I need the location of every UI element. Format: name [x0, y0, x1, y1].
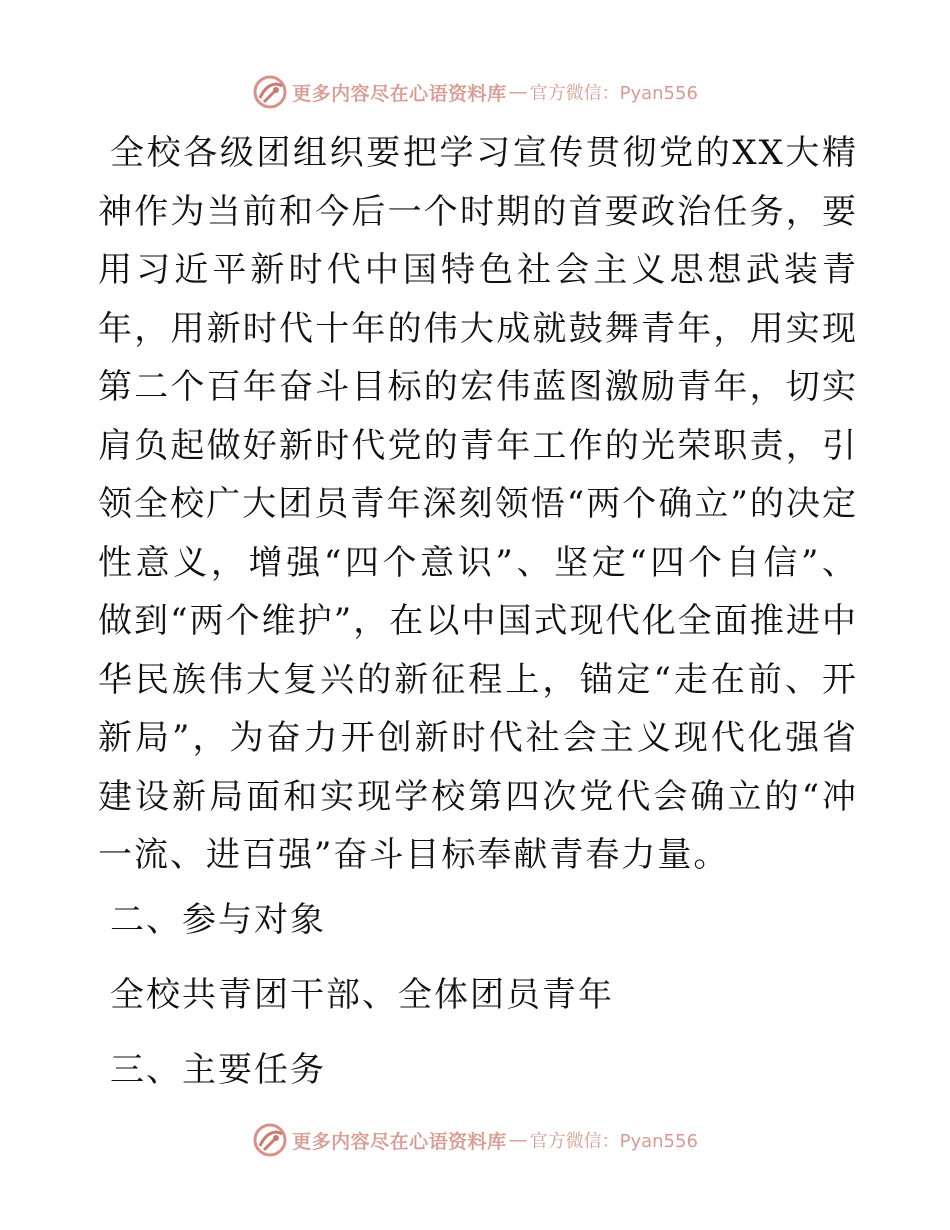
- watermark-main-text: 更多内容尽在心语资料库: [292, 1130, 507, 1153]
- body-paragraph-1: [98, 124, 858, 885]
- section-heading-3: 三、主要任务: [110, 1050, 326, 1090]
- section-heading-2: 二、参与对象: [110, 900, 326, 940]
- body-paragraph-2: 全校共青团干部、全体团员青年: [110, 975, 614, 1015]
- watermark-sub-text: 官方微信：Pyan556: [529, 1131, 698, 1152]
- watermark-separator: —: [508, 1129, 528, 1151]
- watermark-header: [0, 72, 950, 112]
- watermark-sub-text: 官方微信：Pyan556: [529, 83, 698, 104]
- watermark-separator: —: [508, 81, 528, 103]
- watermark-footer: [0, 1120, 950, 1160]
- brand-logo-icon: [252, 74, 288, 110]
- paragraph-1-text: 全校各级团组织要把学习宣传贯彻党的XX大精神作为当前和今后一个时期的首要政治任务，要用习近平新时代中国特色社会主义思想武装青年，用新时代十年的伟大成就鼓舞青年，用实现第二个百年奋斗目标的宏伟蓝图激励青年，切实肩负起做好新时代党的青年工作的光荣职责，引领全校广大团员青年深刻领悟“两个确立”的决定性意义，增强“四个意识”、坚定“四个自信”、做到“两个维护”，在以中国式现代化全面推进中华民族伟大复兴的新征程上，锚定“走在前、开新局”，为奋力开创新时代社会主义现代化强省建设新局面和实现学校第四次党代会确立的“冲一流、进百强”奋斗目标奉献青春力量。: [98, 133, 858, 875]
- watermark-main-text: 更多内容尽在心语资料库: [292, 82, 507, 105]
- brand-logo-icon: [252, 1122, 288, 1158]
